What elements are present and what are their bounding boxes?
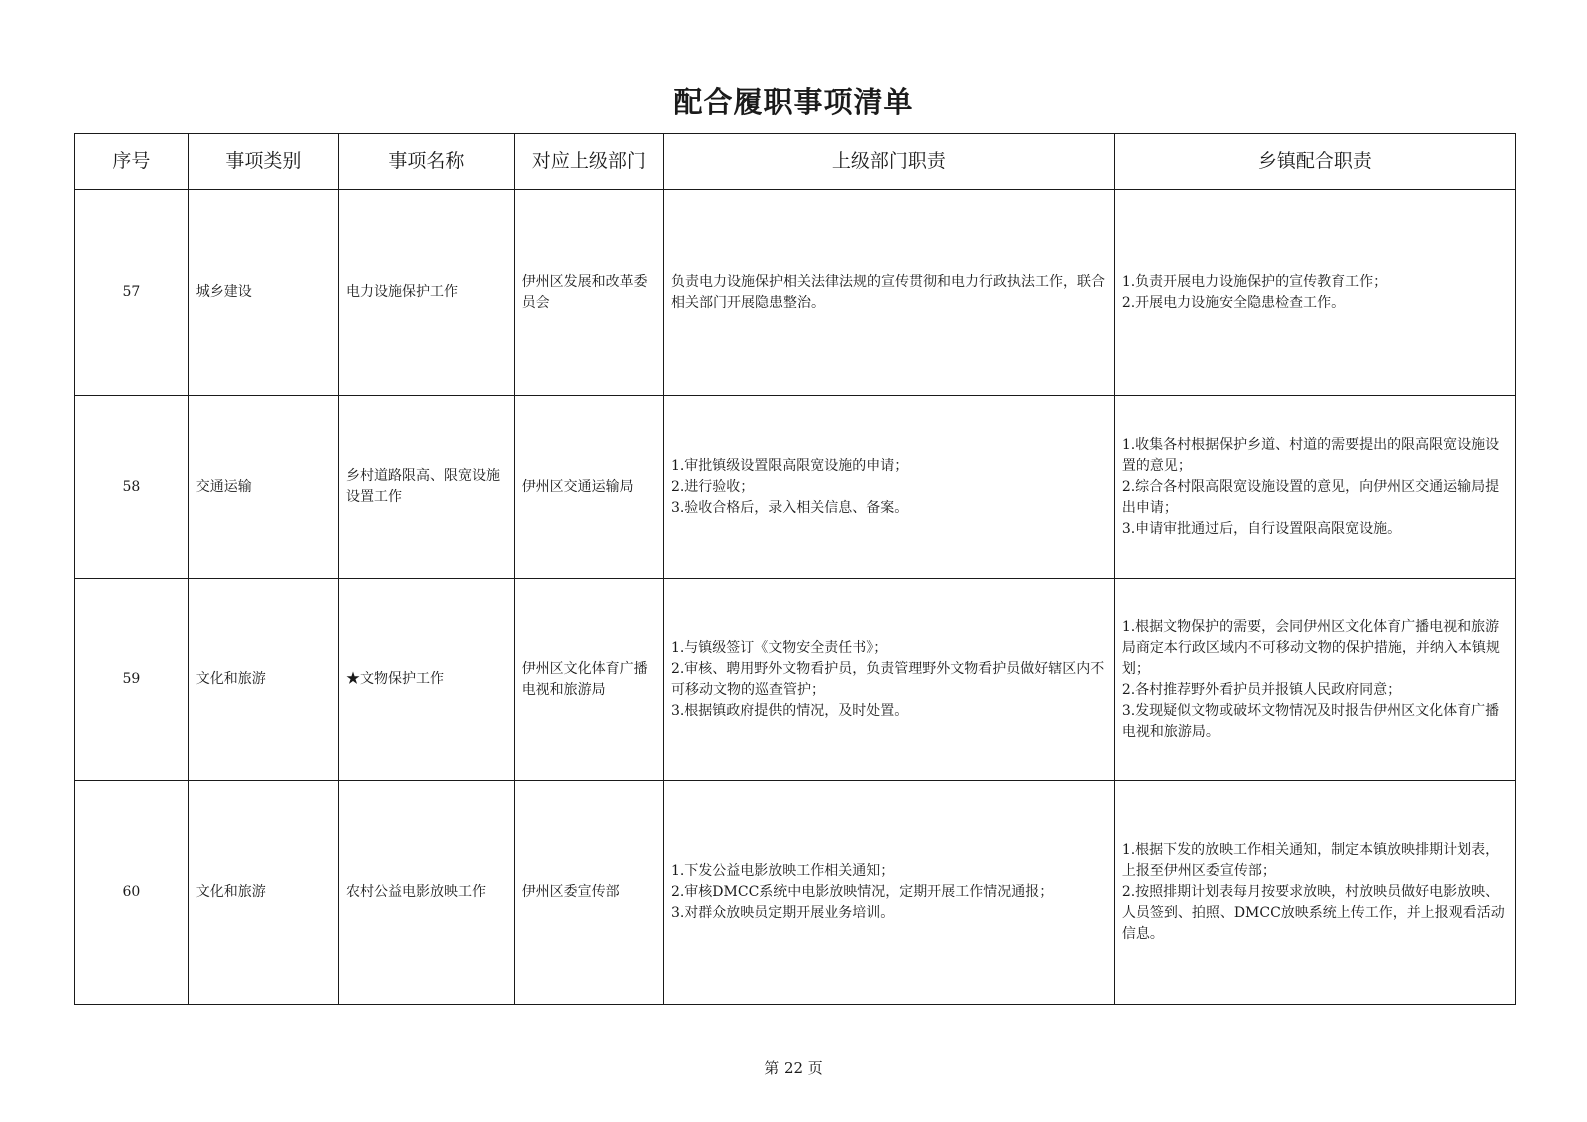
duty-line: 2.各村推荐野外看护员并报镇人民政府同意； [1121, 681, 1402, 698]
row-department: 伊州区文化体育广播电视和旅游局 [514, 579, 663, 781]
row-category: 文化和旅游 [188, 579, 338, 781]
row-num: 59 [75, 579, 189, 781]
row-department: 伊州区委宣传部 [514, 781, 663, 1005]
duty-line: 3.根据镇政府提供的情况，及时处置。 [670, 702, 909, 719]
header-town-duties: 乡镇配合职责 [1114, 134, 1515, 190]
header-department: 对应上级部门 [514, 134, 663, 190]
duty-line: 1.负责开展电力设施保护的宣传教育工作； [1121, 273, 1388, 290]
row-town-duties [1114, 396, 1515, 579]
row-num: 60 [75, 781, 189, 1005]
header-superior-duties: 上级部门职责 [663, 134, 1114, 190]
table-row [75, 579, 1516, 781]
row-superior-duties [663, 396, 1114, 579]
duty-line: 2.审核DMCC系统中电影放映情况，定期开展工作情况通报； [670, 884, 1054, 900]
duty-line: 3.发现疑似文物或破坏文物情况及时报告伊州区文化体育广播电视和旅游局。 [1121, 702, 1500, 740]
row-town-duties [1114, 190, 1515, 396]
duty-line: 1.审批镇级设置限高限宽设施的申请； [670, 457, 909, 474]
row-town-duties [1114, 781, 1515, 1005]
row-num: 58 [75, 396, 189, 579]
header-num: 序号 [75, 134, 189, 190]
table-row [75, 190, 1516, 396]
row-name: 乡村道路限高、限宽设施设置工作 [339, 396, 515, 579]
row-category: 文化和旅游 [188, 781, 338, 1005]
duty-line: 3.对群众放映员定期开展业务培训。 [670, 905, 895, 921]
duty-line: 1.收集各村根据保护乡道、村道的需要提出的限高限宽设施设置的意见； [1121, 436, 1500, 474]
row-num: 57 [75, 190, 189, 396]
duty-line: 2.按照排期计划表每月按要求放映，村放映员做好电影放映、人员签到、拍照、DMCC放映系统上传工作，并上报观看活动信息。 [1121, 884, 1505, 942]
row-superior-duties [663, 781, 1114, 1005]
header-category: 事项类别 [188, 134, 338, 190]
row-superior-duties [663, 190, 1114, 396]
page-number: 第 22 页 [764, 1059, 823, 1077]
row-name: 农村公益电影放映工作 [339, 781, 515, 1005]
duty-line: 3.申请审批通过后，自行设置限高限宽设施。 [1121, 520, 1402, 537]
duty-line: 2.审核、聘用野外文物看护员，负责管理野外文物看护员做好辖区内不可移动文物的巡查管护； [670, 660, 1105, 698]
row-category: 交通运输 [188, 396, 338, 579]
duty-line: 2.开展电力设施安全隐患检查工作。 [1121, 294, 1346, 311]
duty-line: 1.与镇级签订《文物安全责任书》； [670, 639, 888, 656]
table-row [75, 396, 1516, 579]
header-name: 事项名称 [339, 134, 515, 190]
duty-line: 3.验收合格后，录入相关信息、备案。 [670, 499, 909, 516]
row-name: 电力设施保护工作 [339, 190, 515, 396]
row-department: 伊州区交通运输局 [514, 396, 663, 579]
duties-table [74, 133, 1516, 1005]
table-row [75, 781, 1516, 1005]
duty-line: 负责电力设施保护相关法律法规的宣传贯彻和电力行政执法工作，联合相关部门开展隐患整治。 [670, 273, 1105, 311]
header-row [75, 134, 1516, 190]
row-town-duties [1114, 579, 1515, 781]
row-category: 城乡建设 [188, 190, 338, 396]
row-department: 伊州区发展和改革委员会 [514, 190, 663, 396]
duty-line: 1.下发公益电影放映工作相关通知； [670, 863, 895, 879]
row-superior-duties [663, 579, 1114, 781]
duty-line: 2.综合各村限高限宽设施设置的意见，向伊州区交通运输局提出申请； [1121, 478, 1500, 516]
page-title: 配合履职事项清单 [673, 85, 914, 119]
row-name: ★文物保护工作 [339, 579, 515, 781]
duty-line: 1.根据文物保护的需要，会同伊州区文化体育广播电视和旅游局商定本行政区域内不可移动文物的保护措施，并纳入本镇规划； [1121, 618, 1500, 677]
duty-line: 2.进行验收； [670, 478, 755, 495]
duty-line: 1.根据下发的放映工作相关通知，制定本镇放映排期计划表，上报至伊州区委宣传部； [1121, 842, 1500, 879]
